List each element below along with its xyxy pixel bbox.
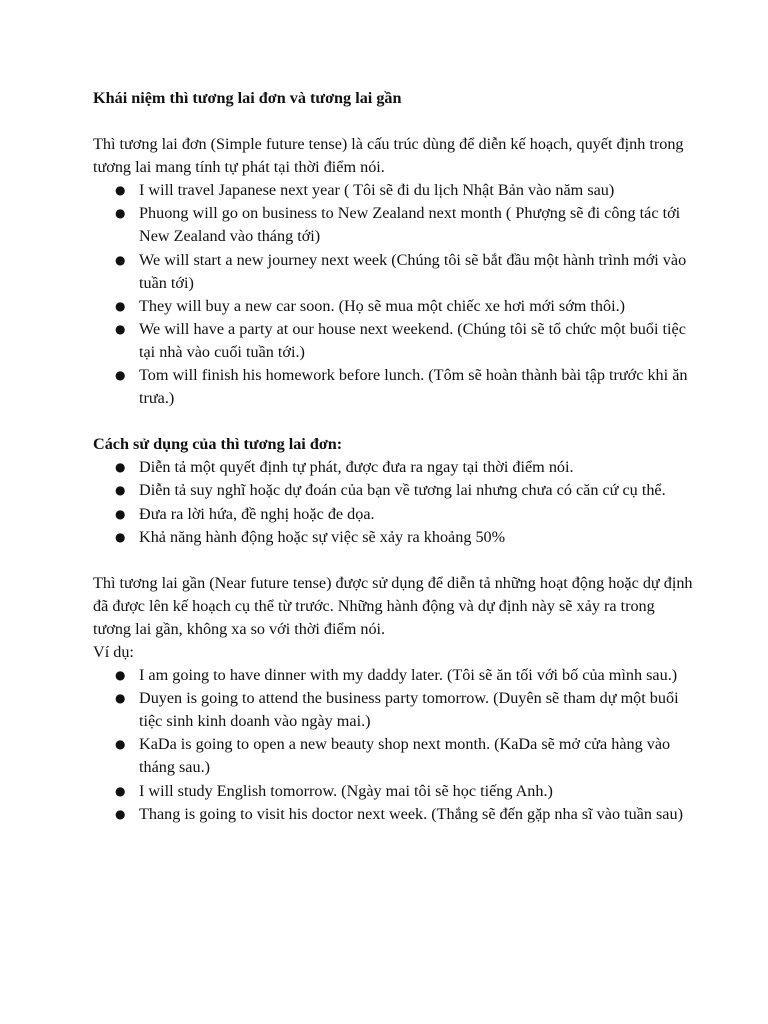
- list-item: [93, 803, 693, 826]
- list-item-text: Phuong will go on business to New Zealand next month ( Phượng sẽ đi công tác tới New Zealand vào tháng tới): [139, 204, 681, 246]
- list-item-text: Diễn tả suy nghĩ hoặc dự đoán của bạn về tương lai nhưng chưa có căn cứ cụ thể.: [139, 481, 666, 500]
- spacer: [93, 549, 693, 572]
- list-item: [93, 456, 693, 479]
- spacer: [93, 110, 693, 133]
- bullet-icon: ●: [115, 806, 126, 821]
- bullet-icon: ●: [115, 691, 126, 706]
- list-item: [93, 249, 693, 295]
- list-item: [93, 503, 693, 526]
- list-item-text: I am going to have dinner with my daddy later. (Tôi sẽ ăn tối với bố của mình sau.): [139, 666, 678, 685]
- list-item-text: I will travel Japanese next year ( Tôi sẽ đi du lịch Nhật Bản vào năm sau): [139, 181, 615, 200]
- usage-list: [93, 456, 693, 548]
- list-item: [93, 780, 693, 803]
- simple-future-examples: [93, 179, 693, 410]
- bullet-icon: ●: [115, 183, 126, 198]
- list-item: [93, 202, 693, 248]
- bullet-icon: ●: [115, 529, 126, 544]
- list-item: [93, 179, 693, 202]
- list-item-text: They will buy a new car soon. (Họ sẽ mua một chiếc xe hơi mới sớm thôi.): [139, 296, 626, 315]
- bullet-icon: ●: [115, 506, 126, 521]
- example-label: Ví dụ:: [93, 642, 134, 661]
- list-item: [93, 295, 693, 318]
- list-item-text: We will have a party at our house next weekend. (Chúng tôi sẽ tổ chức một buổi tiệc tại nhà vào cuối tuần tới.): [139, 319, 686, 361]
- spacer: [93, 410, 693, 433]
- list-item-text: Tom will finish his homework before lunch. (Tôm sẽ hoàn thành bài tập trước khi ăn trưa.): [139, 366, 688, 408]
- list-item-text: Thang is going to visit his doctor next week. (Thắng sẽ đến gặp nha sĩ vào tuần sau): [139, 804, 683, 823]
- list-item: [93, 687, 693, 733]
- bullet-icon: ●: [115, 668, 126, 683]
- document-title: Khái niệm thì tương lai đơn và tương lai gần: [93, 89, 402, 107]
- list-item-text: Đưa ra lời hứa, đề nghị hoặc đe dọa.: [139, 504, 375, 523]
- bullet-icon: ●: [115, 298, 126, 313]
- list-item: [93, 526, 693, 549]
- bullet-icon: ●: [115, 483, 126, 498]
- list-item-text: Khả năng hành động hoặc sự việc sẽ xảy ra khoảng 50%: [139, 527, 506, 546]
- list-item-text: KaDa is going to open a new beauty shop next month. (KaDa sẽ mở cửa hàng vào tháng sau.): [139, 735, 671, 777]
- bullet-icon: ●: [115, 206, 126, 221]
- bullet-icon: ●: [115, 460, 126, 475]
- list-item-text: We will start a new journey next week (Chúng tôi sẽ bắt đầu một hành trình mới vào tuần tới): [139, 250, 687, 292]
- document-content: [93, 87, 693, 826]
- bullet-icon: ●: [115, 321, 126, 336]
- usage-heading: Cách sử dụng của thì tương lai đơn:: [93, 435, 343, 454]
- list-item-text: I will study English tomorrow. (Ngày mai tôi sẽ học tiếng Anh.): [139, 781, 553, 800]
- near-future-examples: [93, 664, 693, 826]
- bullet-icon: ●: [115, 783, 126, 798]
- bullet-icon: ●: [115, 368, 126, 383]
- simple-future-intro: Thì tương lai đơn (Simple future tense) là cấu trúc dùng để diễn kế hoạch, quyết định trong tương lai mang tính tự phát tại thời điểm nói.: [93, 135, 684, 177]
- list-item: [93, 664, 693, 687]
- near-future-intro: Thì tương lai gần (Near future tense) được sử dụng để diễn tả những hoạt động hoặc dự định đã được lên kế hoạch cụ thể từ trước. Những hành động và dự định này sẽ xảy ra trong tương lai gần, không xa so với thời điểm nói.: [93, 573, 693, 638]
- list-item: [93, 733, 693, 779]
- list-item-text: Diễn tả một quyết định tự phát, được đưa ra ngay tại thời điểm nói.: [139, 458, 574, 477]
- list-item: [93, 318, 693, 364]
- list-item-text: Duyen is going to attend the business party tomorrow. (Duyên sẽ tham dự một buổi tiệc sinh kinh doanh vào ngày mai.): [139, 689, 679, 731]
- bullet-icon: ●: [115, 737, 126, 752]
- list-item: [93, 479, 693, 502]
- bullet-icon: ●: [115, 252, 126, 267]
- list-item: [93, 364, 693, 410]
